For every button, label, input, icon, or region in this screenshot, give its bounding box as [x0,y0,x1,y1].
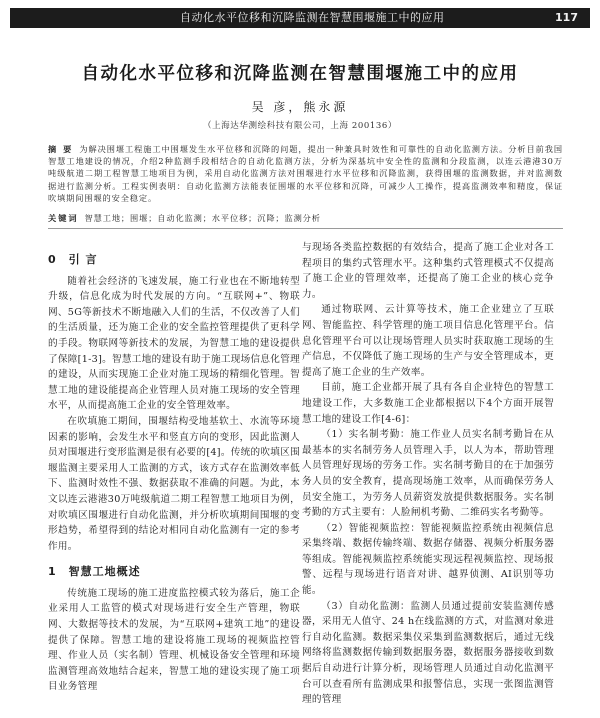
left-column [48,248,300,695]
paragraph: 随着社会经济的飞速发展，施工行业也在不断地转型升级，信息化成为时代发展的方向。“互联网+”、物联网、5G等新技术不断地融入人们的生活，不仅改善了人们的生活质量，还为施工企业的安全监控管理提供了更科学的手段。物联网等新技术的发展，为智慧工地的建设提供了保障[1-3]。智慧工地的建设有助于施工现场信息化管理的建设，从而实现施工企业对施工现场的精细化管理。智慧工地的建设能提高企业管理人员对施工现场的安全管理水平，从而提高施工企业的安全管理效率。 [48,275,300,412]
keywords [48,212,563,224]
running-header [10,8,590,28]
paragraph: 目前，施工企业都开展了具有各自企业特色的智慧工地建设工作，大多数施工企业都根据以下4个方面开展智慧工地的建设工作[4-6]： [302,382,554,425]
abstract-text: 为解决围堰工程施工中围堰发生水平位移和沉降的问题，提出一种兼具时效性和可靠性的自动化监测方法。分析目前我国智慧工地建设的情况，介绍2种监测手段相结合的自动化监测方法，分析为深基坑中安全性的监测和分段监测，以连云港港30万吨级航道二期工程智慧工地项目为例，采用自动化监测方法对围堰进行水平位移和沉降监测，获得围堰的监测数据，并对监测数据进行监测分析。工程实例表明：自动化监测方法能表征围堰的水平位移和沉降，可减少人工操作，提高监测效率和精度，保证吹填期间围堰的安全稳定。 [48,144,563,203]
keywords-text: 智慧工地；围堰；自动化监测；水平位移；沉降；监测分析 [84,213,321,223]
paragraph: 通过物联网、云计算等技术，施工企业建立了互联网、智能监控、科学管理的施工项目信息化管理平台。信息化管理平台可以让现场管理人员实时获取施工现场的生产信息，不仅降低了施工现场的生产与安全管理成本，更提高了施工企业的生产效率。 [302,304,554,378]
paragraph: 传统施工现场的施工进度监控模式较为落后，施工企业采用人工监管的模式对现场进行安全生产管理，物联网、大数据等技术的发展，为“互联网+建筑工地”的建设提供了保障。智慧工地的建设将施工现场的视频监控管理、作业人员（实名制）管理、机械设备安全管理和环境监测管理高效地结合起来，智慧工地的建设实现了施工项目业务管理 [48,587,300,693]
article-authors: 吴 彦，熊永源 [251,100,349,114]
article-title: 自动化水平位移和沉降监测在智慧围堰施工中的应用 [81,64,519,84]
right-column [302,240,554,708]
paragraph: （2）智能视频监控：智能视频监控系统由视频信息采集终端、数据传输终端、数据存储器、视频分析服务器等组成。智能视频监控系统能实现远程视频监控、现场报警、远程与现场进行语音对讲、越界侦测、AI识别等功能。 [302,522,554,597]
section-number: 1 [48,565,57,579]
paragraph: （3）自动化监测：监测人员通过提前安装监测传感器，采用无人值守、24 h在线监测的方式，对监测对象进行自动化监测。数据采集仪采集到监测数据后，通过无线网络将监测数据传输到数据服务器，数据服务器接收到数据后自动进行计算分析，现场管理人员通过自动化监测平台可以查看所有监测成果和报警信息，实现一张图监测管理的管理 [302,600,554,706]
keywords-label: 关键词 [48,213,79,223]
abstract-divider [48,228,563,229]
page-number: 117 [555,11,578,24]
abstract-label: 摘 要 [48,144,74,154]
paragraph: 与现场各类监控数据的有效结合，提高了施工企业对各工程项目的集约式管理水平。这种集约式管理模式不仅提高了施工企业的管理效率，还提高了施工企业的核心竞争力。 [302,242,554,300]
section-heading-introduction [48,252,300,268]
section-heading-overview [48,564,300,580]
paragraph: （1）实名制考勤：施工作业人员实名制考勤旨在从最基本的实名制劳务人员管理入手，以人为本，帮助管理人员管理好现场的劳务工作。实名制考勤目的在于加强劳务人员的安全教育，提高现场施工效率，从而确保劳务人员安全施工，为劳务人员薪资发放提供数据服务。实名制考勤的方式主要有：人脸闸机考勤、二维码实名考勤等。 [302,429,554,519]
section-title: 智慧工地概述 [68,565,141,579]
section-title: 引 言 [68,253,98,266]
section-number: 0 [48,253,57,266]
running-header-title: 自动化水平位移和沉降监测在智慧围堰施工中的应用 [180,11,445,24]
article-affiliation: （上海达华测绘科技有限公司，上海 200136） [202,121,398,131]
abstract [48,143,563,204]
paragraph: 在吹填施工期间，围堰结构受地基软土、水流等环境因素的影响，会发生水平和竖直方向的变形，因此监测人员对围堰进行变形监测是很有必要的[4]。传统的吹填区围堰监测主要采用人工监测的方式，该方式存在监测效率低下、监测时效性不强、数据获取不准确的问题。为此，本文以连云港港30万吨级航道二期工程智慧工地项目为例，对吹填区围堰进行自动化监测，并分析吹填期间围堰的变形趋势，希望得到的结论对相同自动化监测有一定的参考作用。 [48,415,300,552]
